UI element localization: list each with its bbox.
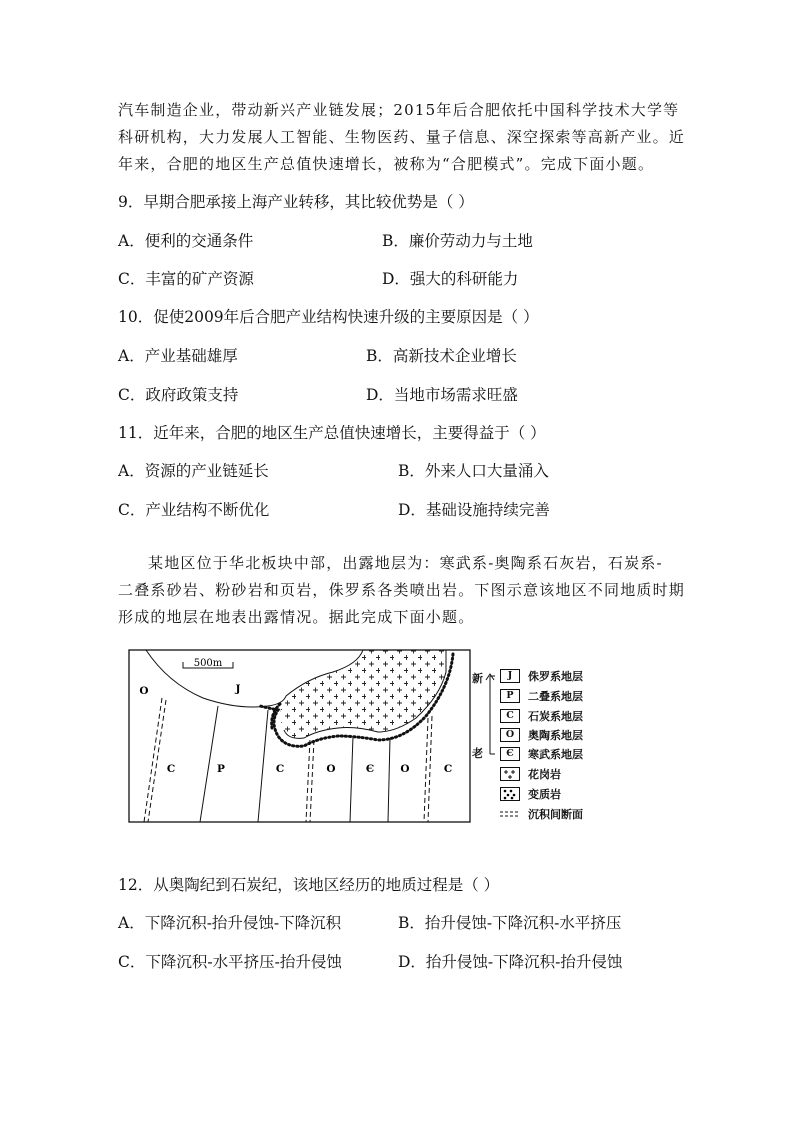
label-j: J — [235, 683, 241, 695]
legend-jurassic: J 侏罗系地层 — [500, 668, 583, 684]
question-10-option-b[interactable]: B．高新技术企业增长 — [366, 347, 517, 365]
legend-unconformity: 沉积间断面 — [500, 806, 583, 822]
label-c2: C — [275, 763, 285, 775]
question-11-stem: 11．近年来，合肥的地区生产总值快速增长，主要得益于（ ） — [118, 424, 546, 442]
label-c1: C — [166, 763, 176, 775]
dashed-line-icon — [500, 807, 520, 821]
label-e: Є — [365, 763, 375, 775]
question-11-option-a[interactable]: A．资源的产业链延长 — [118, 462, 269, 480]
question-9-option-d[interactable]: D．强大的科研能力 — [382, 270, 519, 288]
question-10-option-a[interactable]: A．产业基础雄厚 — [118, 347, 238, 365]
question-10-stem: 10．促使2009年后合肥产业结构快速升级的主要原因是（ ） — [118, 308, 539, 326]
metamorphic-pattern-icon — [500, 787, 520, 801]
age-axis-arrow — [484, 672, 496, 758]
age-axis-new: 新 — [472, 672, 483, 685]
label-o-right: O — [400, 763, 410, 775]
legend-granite: 花岗岩 — [500, 766, 561, 782]
question-9-option-c[interactable]: C．丰富的矿产资源 — [118, 270, 254, 288]
geological-map — [128, 648, 473, 824]
intro-line-1: 汽车制造企业，带动新兴产业链发展；2015年后合肥依托中国科学技术大学等 — [118, 101, 680, 119]
question-11-option-d[interactable]: D．基础设施持续完善 — [398, 501, 550, 519]
intro2-line-1: 某地区位于华北板块中部，出露地层为：寒武系-奥陶系石灰岩，石炭系- — [148, 554, 663, 572]
legend-permian: P 二叠系地层 — [500, 688, 583, 704]
question-10-option-d[interactable]: D．当地市场需求旺盛 — [366, 386, 518, 404]
label-c-right: C — [443, 763, 453, 775]
legend-metamorphic: 变质岩 — [500, 786, 561, 802]
label-o-mid: O — [326, 763, 336, 775]
intro-line-2: 科研机构，大力发展人工智能、生物医药、量子信息、深空探索等高新产业。近 — [118, 128, 686, 146]
granite-pattern-icon — [500, 767, 520, 781]
age-axis-old: 老 — [472, 747, 483, 760]
question-9-option-b[interactable]: B．廉价劳动力与土地 — [382, 232, 533, 250]
question-12-option-a[interactable]: A．下降沉积-抬升侵蚀-下降沉积 — [118, 914, 342, 932]
intro2-line-3: 形成的地层在地表出露情况。据此完成下面小题。 — [118, 608, 475, 626]
legend-cambrian: Є 寒武系地层 — [500, 746, 583, 762]
label-o-left: O — [139, 685, 149, 697]
question-12-option-c[interactable]: C．下降沉积-水平挤压-抬升侵蚀 — [118, 953, 342, 971]
legend-ordovician: O 奥陶系地层 — [500, 727, 583, 743]
question-12-option-b[interactable]: B．抬升侵蚀-下降沉积-水平挤压 — [398, 914, 622, 932]
question-9-option-a[interactable]: A．便利的交通条件 — [118, 232, 254, 250]
question-11-option-c[interactable]: C．产业结构不断优化 — [118, 501, 270, 519]
scale-label: 500m — [193, 658, 223, 669]
question-12-option-d[interactable]: D．抬升侵蚀-下降沉积-抬升侵蚀 — [398, 953, 623, 971]
question-10-option-c[interactable]: C．政府政策支持 — [118, 386, 239, 404]
question-12-stem: 12．从奥陶纪到石炭纪，该地区经历的地质过程是（ ） — [118, 876, 500, 894]
legend-carboniferous: C 石炭系地层 — [500, 708, 583, 724]
label-p: P — [217, 763, 225, 775]
intro-line-3: 年来，合肥的地区生产总值快速增长，被称为“合肥模式”。完成下面小题。 — [118, 155, 655, 173]
question-11-option-b[interactable]: B．外来人口大量涌入 — [398, 462, 549, 480]
question-9-stem: 9．早期合肥承接上海产业转移，其比较优势是（ ） — [118, 193, 474, 211]
intro2-line-2: 二叠系砂岩、粉砂岩和页岩，侏罗系各类喷出岩。下图示意该地区不同地质时期 — [118, 581, 686, 599]
